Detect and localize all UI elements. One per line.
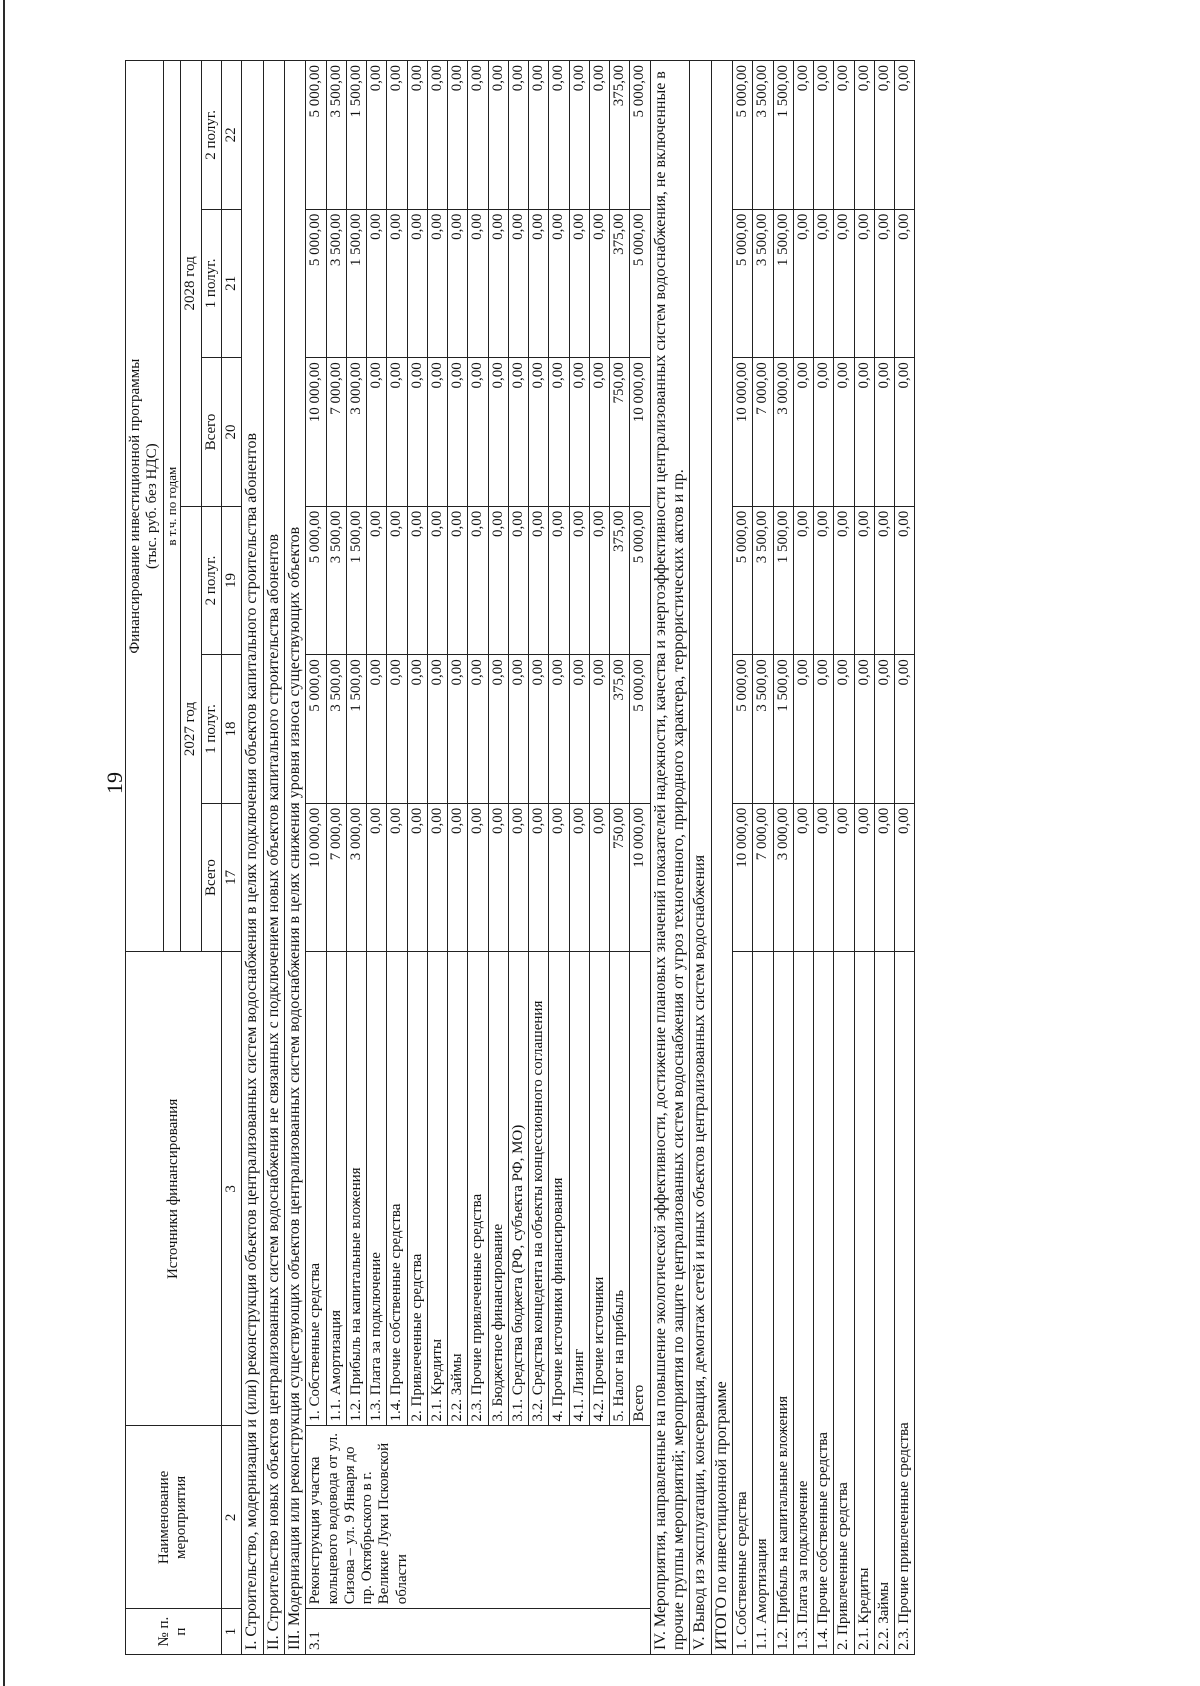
value-cell: 750,00: [610, 803, 630, 952]
source-cell: 1.3. Плата за подключение: [367, 952, 387, 1426]
table-row: [589, 61, 609, 1655]
value-cell: 0,00: [427, 209, 447, 358]
total-value-cell: 0,00: [814, 61, 834, 210]
value-cell: 0,00: [589, 61, 609, 210]
source-cell: Всего: [630, 952, 650, 1426]
source-cell: 1.1. Амортизация: [326, 952, 346, 1426]
table-row: [326, 61, 346, 1655]
table-row: [427, 61, 447, 1655]
value-cell: 0,00: [529, 655, 549, 804]
value-cell: 0,00: [488, 803, 508, 952]
header-no: № п. п: [126, 1609, 222, 1655]
source-cell: 1.4. Прочие собственные средства: [387, 952, 407, 1426]
total-value-cell: 5 000,00: [733, 209, 753, 358]
total-value-cell: 0,00: [793, 655, 813, 804]
total-value-cell: 0,00: [793, 209, 813, 358]
total-source-cell: 2. Привлеченные средства: [834, 952, 854, 1655]
value-cell: 0,00: [508, 209, 528, 358]
colnum-22: 22: [221, 61, 241, 210]
total-value-cell: 7 000,00: [753, 358, 773, 507]
value-cell: 0,00: [448, 358, 468, 507]
table-row: [407, 61, 427, 1655]
total-value-cell: 0,00: [834, 209, 854, 358]
total-row: [753, 61, 773, 1655]
table-row: [367, 61, 387, 1655]
header-total-2028: Всего: [201, 358, 221, 507]
total-value-cell: 0,00: [834, 506, 854, 655]
value-cell: 0,00: [468, 803, 488, 952]
header-h2-2027: 2 полуг.: [201, 506, 221, 655]
total-value-cell: 0,00: [854, 506, 874, 655]
value-cell: 0,00: [468, 655, 488, 804]
section-5: V. Вывод из эксплуатации, консервация, демонтаж сетей и иных объектов централизованных систем водоснабжения: [690, 61, 711, 1655]
value-cell: 0,00: [448, 803, 468, 952]
value-cell: 5 000,00: [306, 209, 326, 358]
value-cell: 10 000,00: [630, 358, 650, 507]
value-cell: 0,00: [367, 209, 387, 358]
source-cell: 2. Привлеченные средства: [407, 952, 427, 1426]
source-cell: 3.2. Средства концедента на объекты концессионного соглашения: [529, 952, 549, 1426]
value-cell: 0,00: [387, 506, 407, 655]
total-source-cell: 2.1. Кредиты: [854, 952, 874, 1655]
source-cell: 4.1. Лизинг: [569, 952, 589, 1426]
value-cell: 0,00: [529, 506, 549, 655]
value-cell: 0,00: [488, 61, 508, 210]
total-row: [814, 61, 834, 1655]
source-cell: 4.2. Прочие источники: [589, 952, 609, 1426]
header-h1-2027: 1 полуг.: [201, 655, 221, 804]
value-cell: 0,00: [407, 61, 427, 210]
colnum-1: 1: [221, 1609, 241, 1655]
value-cell: 7 000,00: [326, 358, 346, 507]
value-cell: 0,00: [407, 655, 427, 804]
source-cell: 3.1. Средства бюджета (РФ, субъекта РФ, МО): [508, 952, 528, 1426]
total-value-cell: 0,00: [793, 61, 813, 210]
total-value-cell: 1 500,00: [773, 61, 793, 210]
table-row: [448, 61, 468, 1655]
value-cell: 0,00: [387, 61, 407, 210]
table-row: [610, 61, 630, 1655]
value-cell: 0,00: [468, 358, 488, 507]
value-cell: 0,00: [508, 655, 528, 804]
total-value-cell: 0,00: [834, 655, 854, 804]
value-cell: 10 000,00: [306, 358, 326, 507]
section-2: II. Строительство новых объектов централизованных систем водоснабжения не связанных с подключением новых объектов капитального строительства абонентов: [263, 61, 284, 1655]
value-cell: 0,00: [407, 358, 427, 507]
total-value-cell: 0,00: [814, 209, 834, 358]
value-cell: 0,00: [427, 803, 447, 952]
value-cell: 0,00: [407, 209, 427, 358]
total-value-cell: 3 500,00: [753, 61, 773, 210]
total-value-cell: 5 000,00: [733, 506, 753, 655]
value-cell: 5 000,00: [630, 506, 650, 655]
total-value-cell: 0,00: [793, 358, 813, 507]
value-cell: 0,00: [448, 209, 468, 358]
value-cell: 0,00: [589, 506, 609, 655]
total-source-cell: 1.2. Прибыль на капитальные вложения: [773, 952, 793, 1655]
value-cell: 3 500,00: [326, 506, 346, 655]
value-cell: 0,00: [448, 61, 468, 210]
total-value-cell: 7 000,00: [753, 803, 773, 952]
total-value-cell: 0,00: [895, 209, 915, 358]
value-cell: 3 000,00: [346, 358, 366, 507]
value-cell: 0,00: [387, 209, 407, 358]
table-row: [387, 61, 407, 1655]
value-cell: 0,00: [569, 358, 589, 507]
header-by-years: в т.ч. по годам: [163, 61, 181, 952]
total-source-cell: 1. Собственные средства: [733, 952, 753, 1655]
value-cell: 0,00: [569, 61, 589, 210]
source-cell: 2.3. Прочие привлеченные средства: [468, 952, 488, 1426]
total-value-cell: 0,00: [814, 358, 834, 507]
section-1: I. Строительство, модернизация и (или) реконструкция объектов централизованных систем водоснабжения в целях подключения объектов капитального строительства абонентов: [242, 61, 263, 1655]
value-cell: 1 500,00: [346, 209, 366, 358]
value-cell: 0,00: [387, 358, 407, 507]
value-cell: 0,00: [387, 655, 407, 804]
value-cell: 0,00: [407, 506, 427, 655]
value-cell: 0,00: [549, 209, 569, 358]
total-value-cell: 1 500,00: [773, 506, 793, 655]
value-cell: 0,00: [529, 803, 549, 952]
total-value-cell: 0,00: [834, 358, 854, 507]
value-cell: 0,00: [367, 506, 387, 655]
value-cell: 0,00: [488, 209, 508, 358]
total-source-cell: 1.1. Амортизация: [753, 952, 773, 1655]
colnum-2: 2: [221, 1426, 241, 1609]
section-3: III. Модернизация или реконструкция существующих объектов централизованных систем водоснабжения в целях снижения уровня износа существующих объектов: [284, 61, 305, 1655]
value-cell: 0,00: [589, 655, 609, 804]
total-value-cell: 10 000,00: [733, 358, 753, 507]
value-cell: 5 000,00: [306, 61, 326, 210]
source-cell: 2.1. Кредиты: [427, 952, 447, 1426]
table-row: [549, 61, 569, 1655]
total-source-cell: 1.3. Плата за подключение: [793, 952, 813, 1655]
total-source-cell: 2.2. Займы: [874, 952, 894, 1655]
value-cell: 0,00: [549, 358, 569, 507]
source-cell: 3. Бюджетное финансирование: [488, 952, 508, 1426]
total-value-cell: 0,00: [895, 61, 915, 210]
value-cell: 0,00: [448, 506, 468, 655]
value-cell: 5 000,00: [630, 655, 650, 804]
total-source-cell: 1.4. Прочие собственные средства: [814, 952, 834, 1655]
scan-edge-line: [3, 0, 5, 1686]
value-cell: 0,00: [549, 61, 569, 210]
section-total: ИТОГО по инвестиционной программе: [711, 61, 732, 1655]
table-row: [630, 61, 650, 1655]
total-row: [793, 61, 813, 1655]
value-cell: 0,00: [589, 803, 609, 952]
value-cell: 0,00: [589, 358, 609, 507]
value-cell: 1 500,00: [346, 655, 366, 804]
value-cell: 1 500,00: [346, 506, 366, 655]
table-row: [529, 61, 549, 1655]
total-value-cell: 0,00: [874, 209, 894, 358]
item-name: Реконструкция участка кольцевого водовода от ул. Сизова – ул. 9 Января до пр. Октябрьского в г. Великие Луки Псковской области: [306, 1426, 650, 1609]
value-cell: 375,00: [610, 209, 630, 358]
total-value-cell: 5 000,00: [733, 61, 753, 210]
total-value-cell: 0,00: [895, 358, 915, 507]
value-cell: 0,00: [569, 655, 589, 804]
total-value-cell: 0,00: [895, 803, 915, 952]
page-number: 19: [102, 772, 127, 794]
total-value-cell: 3 500,00: [753, 655, 773, 804]
source-cell: 4. Прочие источники финансирования: [549, 952, 569, 1426]
value-cell: 3 500,00: [326, 61, 346, 210]
total-value-cell: 3 000,00: [773, 358, 793, 507]
total-value-cell: 0,00: [874, 506, 894, 655]
colnum-21: 21: [221, 209, 241, 358]
total-value-cell: 0,00: [854, 61, 874, 210]
value-cell: 0,00: [468, 61, 488, 210]
value-cell: 10 000,00: [630, 803, 650, 952]
value-cell: 750,00: [610, 358, 630, 507]
total-row: [733, 61, 753, 1655]
value-cell: 0,00: [569, 506, 589, 655]
value-cell: 5 000,00: [630, 61, 650, 210]
header-funding-title: Финансирование инвестиционной программы: [127, 358, 143, 654]
source-cell: 1.2. Прибыль на капитальные вложения: [346, 952, 366, 1426]
value-cell: 0,00: [387, 803, 407, 952]
total-value-cell: 0,00: [814, 655, 834, 804]
total-row: [854, 61, 874, 1655]
total-value-cell: 3 500,00: [753, 209, 773, 358]
source-cell: 5. Налог на прибыль: [610, 952, 630, 1426]
value-cell: 375,00: [610, 61, 630, 210]
value-cell: 10 000,00: [306, 803, 326, 952]
total-value-cell: 0,00: [874, 358, 894, 507]
total-row: [895, 61, 915, 1655]
total-value-cell: 0,00: [814, 506, 834, 655]
value-cell: 0,00: [508, 506, 528, 655]
total-value-cell: 0,00: [895, 655, 915, 804]
header-year-2027: 2027 год: [181, 506, 201, 952]
total-value-cell: 10 000,00: [733, 803, 753, 952]
value-cell: 0,00: [508, 803, 528, 952]
total-row: [874, 61, 894, 1655]
total-value-cell: 0,00: [854, 655, 874, 804]
value-cell: 0,00: [549, 655, 569, 804]
funding-table: [125, 60, 915, 1655]
value-cell: 0,00: [427, 655, 447, 804]
value-cell: 0,00: [549, 803, 569, 952]
total-value-cell: 0,00: [854, 803, 874, 952]
value-cell: 0,00: [367, 358, 387, 507]
value-cell: 1 500,00: [346, 61, 366, 210]
source-cell: 1. Собственные средства: [306, 952, 326, 1426]
value-cell: 0,00: [427, 61, 447, 210]
header-funding: [126, 61, 164, 952]
total-value-cell: 0,00: [793, 506, 813, 655]
total-value-cell: 1 500,00: [773, 655, 793, 804]
total-value-cell: 0,00: [834, 803, 854, 952]
total-row: [834, 61, 854, 1655]
value-cell: 0,00: [589, 209, 609, 358]
colnum-3: 3: [221, 952, 241, 1426]
value-cell: 7 000,00: [326, 803, 346, 952]
colnum-20: 20: [221, 358, 241, 507]
value-cell: 0,00: [367, 655, 387, 804]
total-value-cell: 0,00: [854, 209, 874, 358]
value-cell: 5 000,00: [630, 209, 650, 358]
total-value-cell: 5 000,00: [733, 655, 753, 804]
table-row: [508, 61, 528, 1655]
total-value-cell: 0,00: [854, 358, 874, 507]
section-4: IV. Мероприятия, направленные на повышение экологической эффективности, достижение плановых значений показателей надежности, качества и энергоэффективности централизованных систем водоснабжения, не включенные в прочие группы мероприятий; мероприятия по защите централизованных систем водоснабжения от угроз техногенного, природного характера, террористических актов и пр.: [650, 61, 690, 1655]
total-row: [773, 61, 793, 1655]
value-cell: 3 500,00: [326, 209, 346, 358]
value-cell: 5 000,00: [306, 655, 326, 804]
value-cell: 0,00: [529, 358, 549, 507]
value-cell: 0,00: [367, 61, 387, 210]
value-cell: 0,00: [468, 506, 488, 655]
total-value-cell: 0,00: [874, 61, 894, 210]
total-value-cell: 0,00: [874, 803, 894, 952]
total-value-cell: 3 500,00: [753, 506, 773, 655]
value-cell: 0,00: [508, 61, 528, 210]
total-value-cell: 3 000,00: [773, 803, 793, 952]
colnum-19: 19: [221, 506, 241, 655]
header-year-2028: 2028 год: [181, 61, 201, 507]
value-cell: 0,00: [468, 209, 488, 358]
colnum-17: 17: [221, 803, 241, 952]
value-cell: 0,00: [427, 358, 447, 507]
total-value-cell: 1 500,00: [773, 209, 793, 358]
header-name: Наименование мероприятия: [126, 1426, 222, 1609]
total-value-cell: 0,00: [793, 803, 813, 952]
value-cell: 375,00: [610, 655, 630, 804]
value-cell: 3 500,00: [326, 655, 346, 804]
total-value-cell: 0,00: [814, 803, 834, 952]
value-cell: 0,00: [529, 209, 549, 358]
value-cell: 0,00: [488, 358, 508, 507]
header-source: Источники финансирования: [126, 952, 222, 1426]
value-cell: 0,00: [427, 506, 447, 655]
value-cell: 0,00: [407, 803, 427, 952]
header-h1-2028: 1 полуг.: [201, 209, 221, 358]
item-number: 3.1: [306, 1609, 650, 1655]
total-value-cell: 0,00: [874, 655, 894, 804]
value-cell: 0,00: [448, 655, 468, 804]
value-cell: 0,00: [488, 506, 508, 655]
value-cell: 0,00: [508, 358, 528, 507]
table-row: [306, 61, 326, 1655]
total-source-cell: 2.3. Прочие привлеченные средства: [895, 952, 915, 1655]
source-cell: 2.2. Займы: [448, 952, 468, 1426]
value-cell: 375,00: [610, 506, 630, 655]
header-total-2027: Всего: [201, 803, 221, 952]
value-cell: 5 000,00: [306, 506, 326, 655]
table-row: [569, 61, 589, 1655]
total-value-cell: 0,00: [834, 61, 854, 210]
header-funding-units: (тыс. руб. без НДС): [144, 443, 161, 569]
table-row: [346, 61, 366, 1655]
rotated-sheet: [125, 60, 1185, 1655]
value-cell: 0,00: [569, 209, 589, 358]
value-cell: 0,00: [367, 803, 387, 952]
table-row: [488, 61, 508, 1655]
colnum-18: 18: [221, 655, 241, 804]
table-row: [468, 61, 488, 1655]
total-value-cell: 0,00: [895, 506, 915, 655]
value-cell: 0,00: [488, 655, 508, 804]
header-h2-2028: 2 полуг.: [201, 61, 221, 210]
value-cell: 0,00: [569, 803, 589, 952]
value-cell: 3 000,00: [346, 803, 366, 952]
value-cell: 0,00: [529, 61, 549, 210]
value-cell: 0,00: [549, 506, 569, 655]
